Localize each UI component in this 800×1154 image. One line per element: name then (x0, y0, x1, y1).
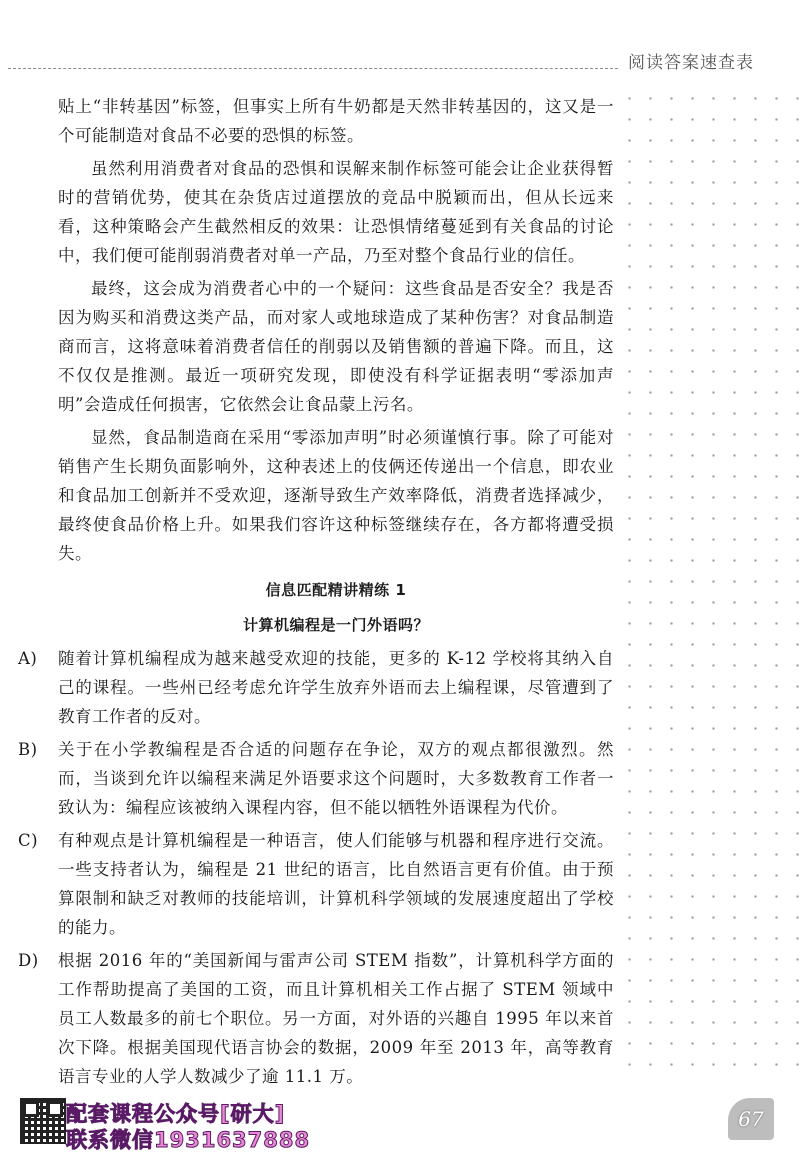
promo-line-1: 配套课程公众号[研大] (66, 1102, 286, 1126)
header-title: 阅读答案速查表 (628, 53, 754, 73)
page-number-badge (728, 1098, 774, 1140)
section-subtitle: 计算机编程是一门外语吗？ (242, 616, 429, 634)
item-letter: C) (18, 831, 39, 850)
item-text: 关于在小学教编程是否合适的问题存在争论，双方的观点都很激烈。然而，当谈到允许以编程来满足外语要求这个问题时，大多数教育工作者一致认为：编程应该被纳入课程内容，但不能以牺牲外语课程为代价。 (58, 740, 614, 817)
page-number: 67 (738, 1107, 764, 1131)
item-text: 随着计算机编程成为越来越受欢迎的技能，更多的 K-12 学校将其纳入自己的课程。一些州已经考虑允许学生放弃外语而去上编程课，尽管遭到了教育工作者的反对。 (58, 649, 614, 726)
page-body (18, 92, 614, 1095)
header-divider (8, 68, 618, 69)
item-letter: B) (18, 740, 38, 759)
item-text: 有种观点是计算机编程是一种语言，使人们能够与机器和程序进行交流。一些支持者认为，编程是 21 世纪的语言，比自然语言更有价值。由于预算限制和缺乏对教师的技能培训，计算机科学领域的发展速度超出了学校的能力。 (58, 831, 614, 937)
paragraph-3: 最终，这会成为消费者心中的一个疑问：这些食品是否安全？我是否因为购买和消费这类产品，而对家人或地球造成了某种伤害？对食品制造商而言，这将意味着消费者信任的削弱以及销售额的普遍下降。而且，这不仅仅是推测。最近一项研究发现，即使没有科学证据表明“零添加声明”会造成任何损害，它依然会让食品蒙上污名。 (58, 279, 614, 414)
paragraph-4: 显然，食品制造商在采用“零添加声明”时必须谨慎行事。除了可能对销售产生长期负面影响外，这种表述上的伎俩还传递出一个信息，即农业和食品加工创新并不受欢迎，逐渐导致生产效率降低，消费者选择减少，最终使食品价格上升。如果我们容许这种标签继续存在，各方都将遭受损失。 (58, 428, 614, 563)
item-letter: A) (18, 649, 38, 668)
list-item (18, 826, 614, 942)
paragraph-2: 虽然利用消费者对食品的恐惧和误解来制作标签可能会让企业获得暂时的营销优势，使其在杂货店过道摆放的竞品中脱颖而出，但从长远来看，这种策略会产生截然相反的效果：让恐惧情绪蔓延到有关食品的讨论中，我们便可能削弱消费者对单一产品，乃至对整个食品行业的信任。 (58, 159, 614, 265)
promo-line-2: 联系微信1931637888 (66, 1128, 311, 1152)
list-item (18, 644, 614, 731)
paragraph-1: 贴上“非转基因”标签，但事实上所有牛奶都是天然非转基因的，这又是一个可能制造对食品不必要的恐惧的标签。 (58, 97, 614, 145)
item-text: 根据 2016 年的“美国新闻与雷声公司 STEM 指数”，计算机科学方面的工作帮助提高了美国的工资，而且计算机相关工作占据了 STEM 领域中员工人数最多的前七个职位。另一方面，对外语的兴趣自 1995 年以来首次下降。根据美国现代语言协会的数据，2009 年至 2013 年，高等教育语言专业的人学人数减少了逾 11.1 万。 (58, 951, 614, 1086)
item-letter: D) (18, 951, 39, 970)
dot-grid-background (615, 82, 800, 1082)
section-title: 信息匹配精讲精练 1 (265, 581, 407, 599)
list-item (18, 946, 614, 1091)
list-item (18, 735, 614, 822)
qr-code-icon (20, 1098, 66, 1144)
